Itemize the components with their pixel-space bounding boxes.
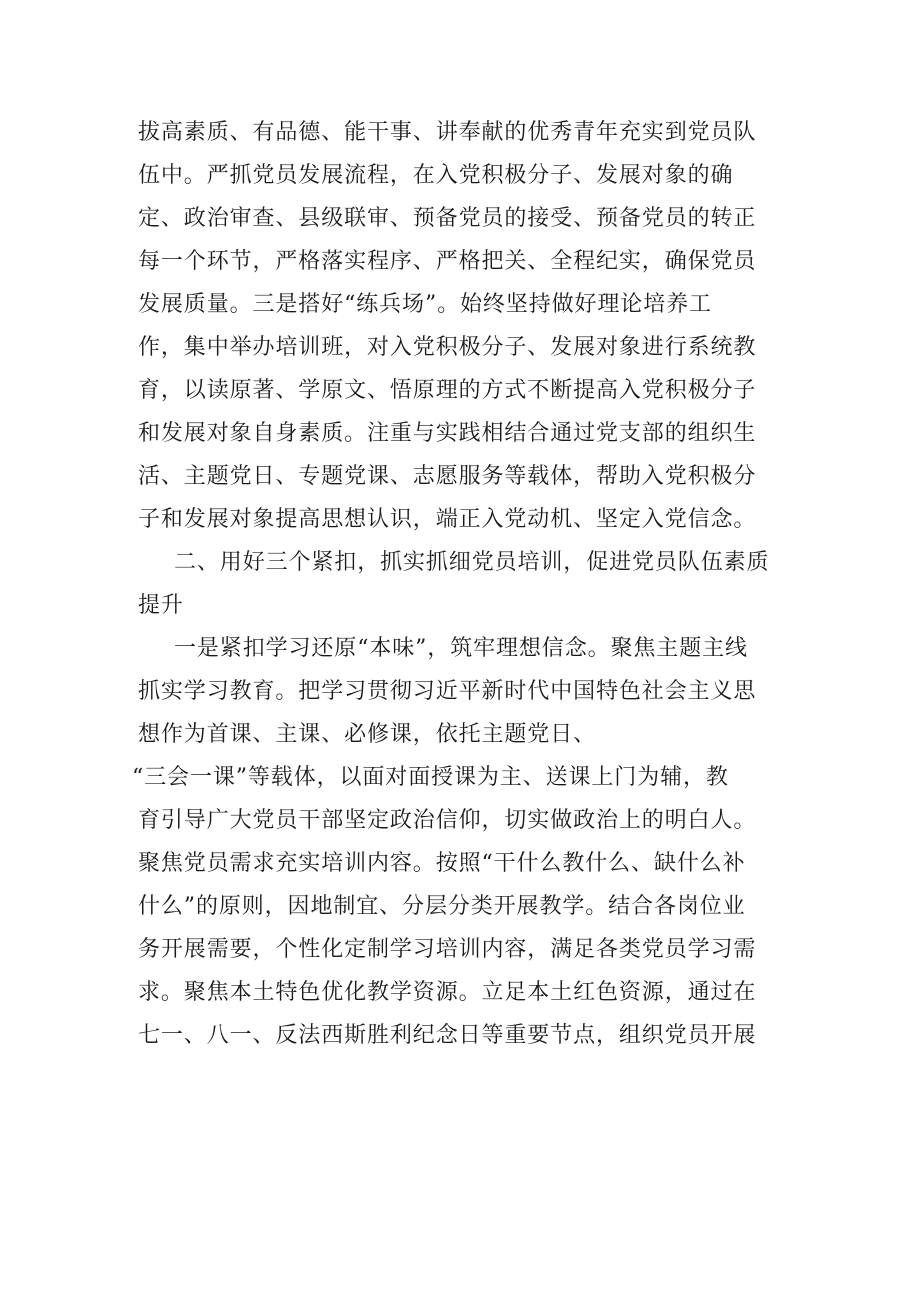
text-line: 和发展对象自身素质。注重与实践相结合通过党支部的组织生 [138, 421, 757, 446]
text-line: 活、主题党日、专题党课、志愿服务等载体，帮助入党积极分 [138, 464, 757, 489]
section-heading: 二、用好三个紧扣，抓实抓细党员培训，促进党员队伍素质 [174, 550, 770, 575]
text-line: 聚焦党员需求充实培训内容。按照“干什么教什么、缺什么补 [138, 851, 746, 876]
text-line: 七一、八一、反法西斯胜利纪念日等重要节点，组织党员开展 [138, 1023, 757, 1048]
text-line: 每一个环节，严格落实程序、严格把关、全程纪实，确保党员 [138, 249, 757, 274]
text-line: 子和发展对象提高思想认识，端正入党动机、坚定入党信念。 [138, 507, 757, 532]
text-line: 育，以读原著、学原文、悟原理的方式不断提高入党积极分子 [138, 378, 757, 403]
text-line: 定、政治审查、县级联审、预备党员的接受、预备党员的转正 [138, 206, 757, 231]
text-line: 伍中。严抓党员发展流程，在入党积极分子、发展对象的确 [138, 163, 734, 188]
text-line: 拔高素质、有品德、能干事、讲奉献的优秀青年充实到党员队 [138, 120, 757, 145]
text-line: 发展质量。三是搭好“练兵场”。始终坚持做好理论培养工 [138, 292, 712, 317]
text-line: “三会一课”等载体，以面对面授课为主、送课上门为辅，教 [132, 765, 729, 790]
text-line: 育引导广大党员干部坚定政治信仰，切实做政治上的明白人。 [138, 808, 757, 833]
text-line: 务开展需要，个性化定制学习培训内容，满足各类党员学习需 [138, 937, 757, 962]
text-line: 抓实学习教育。把学习贯彻习近平新时代中国特色社会主义思 [138, 679, 757, 704]
text-line: 什么”的原则，因地制宜、分层分类开展教学。结合各岗位业 [138, 894, 746, 919]
text-line: 想作为首课、主课、必修课，依托主题党日、 [138, 722, 597, 747]
text-line: 作，集中举办培训班，对入党积极分子、发展对象进行系统教 [138, 335, 757, 360]
section-heading-continued: 提升 [138, 593, 184, 618]
text-line: 求。聚焦本土特色优化教学资源。立足本土红色资源，通过在 [138, 980, 757, 1005]
paragraph-start: 一是紧扣学习还原“本味”，筑牢理想信念。聚焦主题主线 [174, 636, 748, 661]
